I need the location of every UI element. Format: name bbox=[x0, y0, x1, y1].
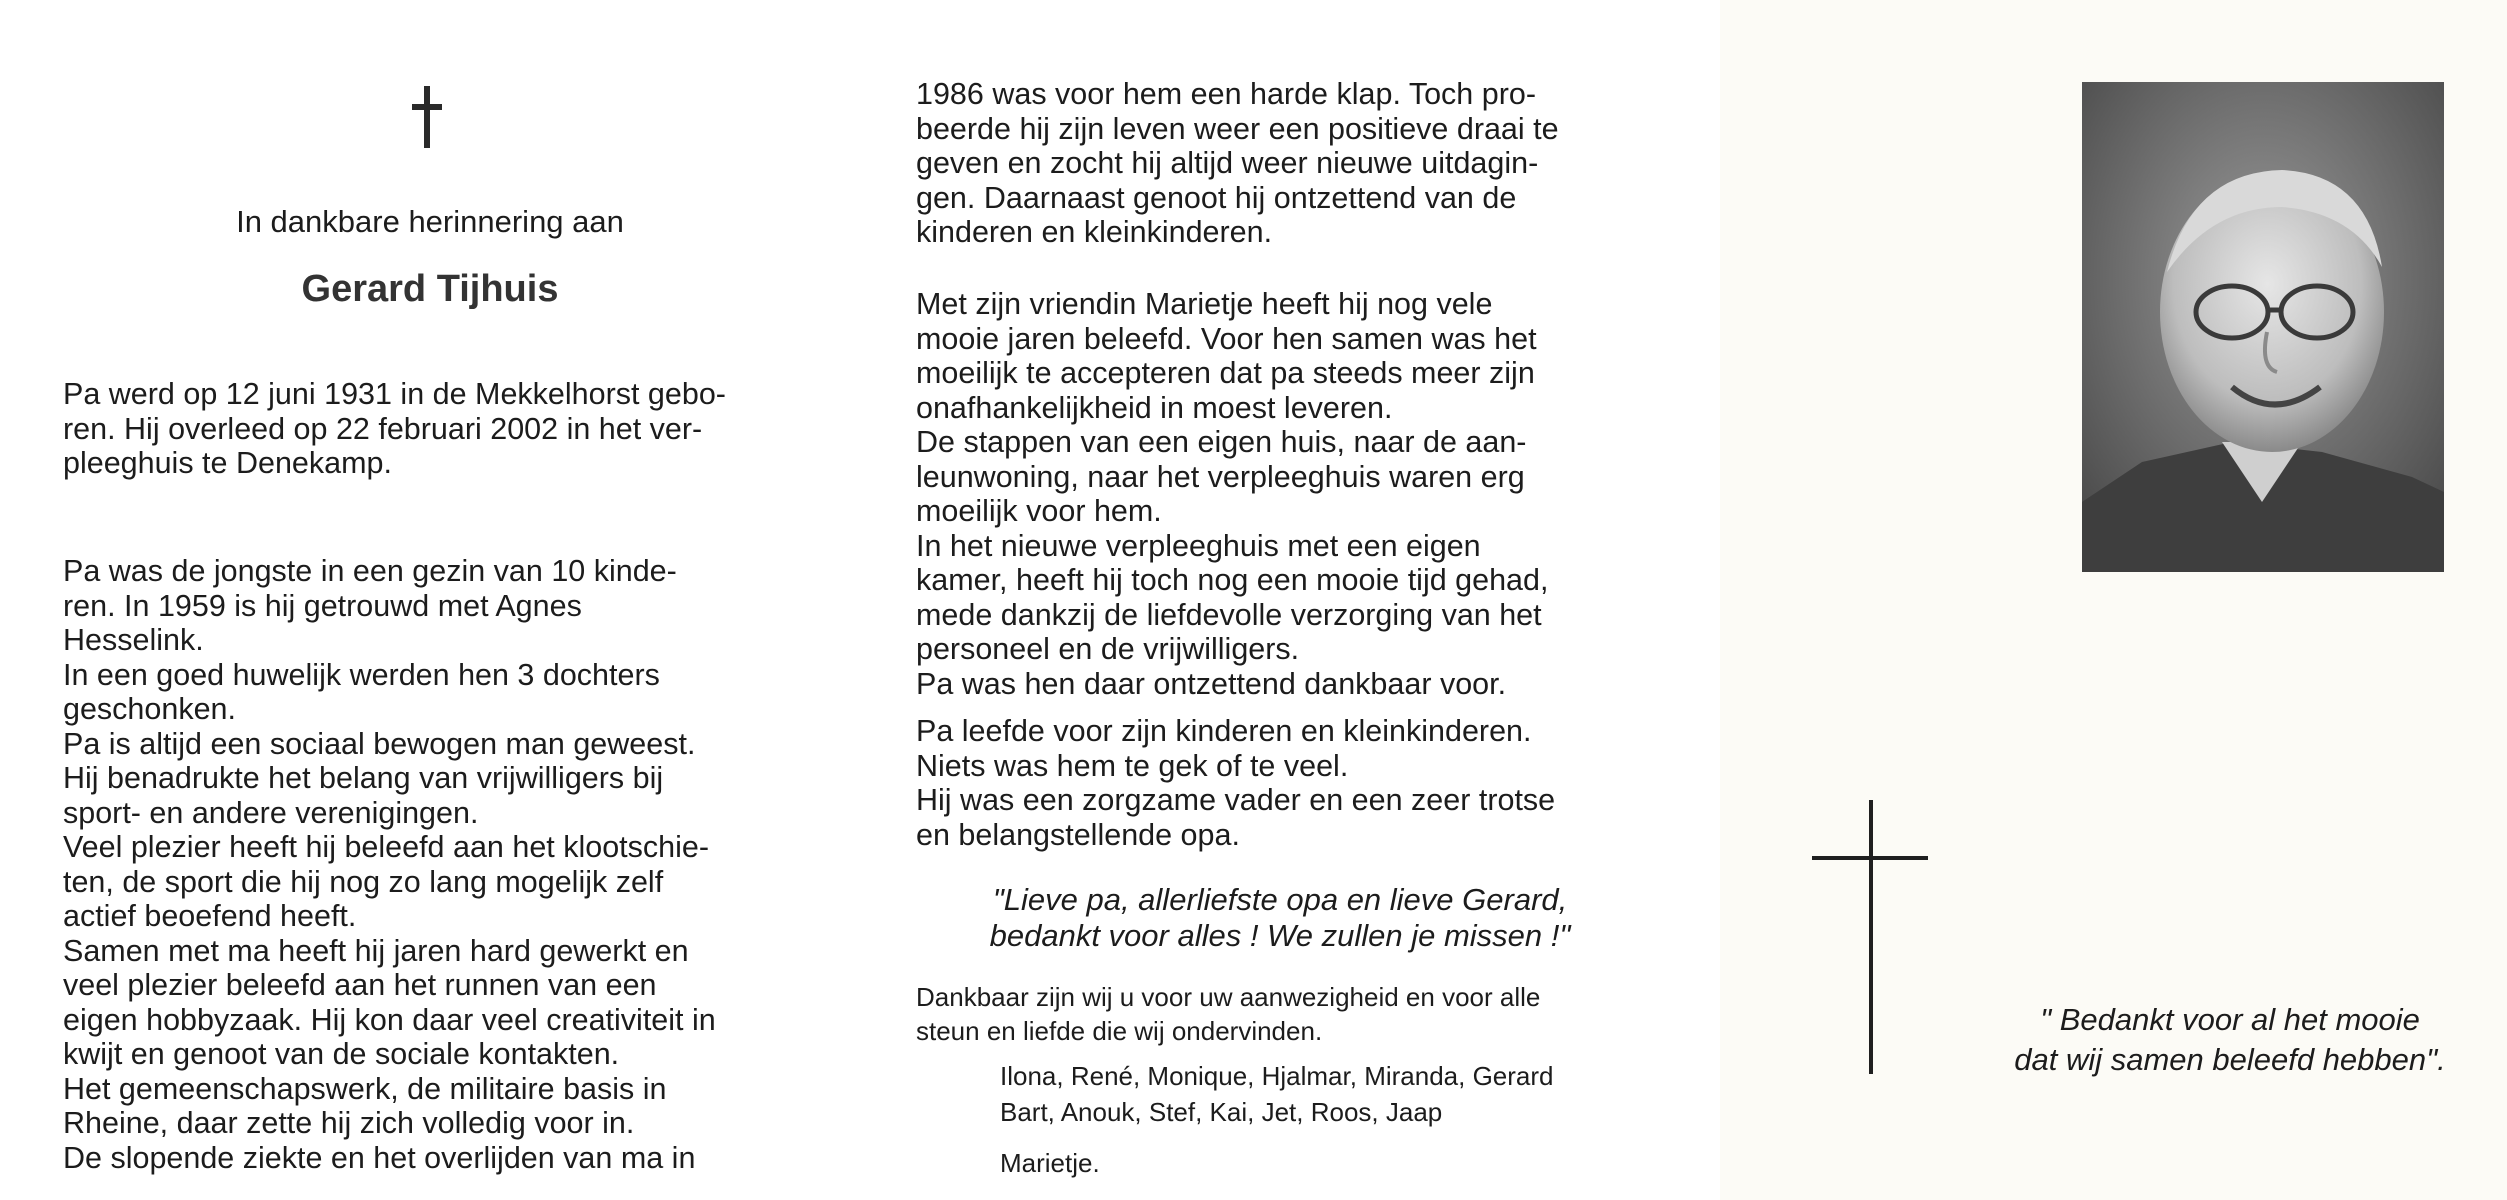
text-line: personeel en de vrijwilligers. bbox=[916, 632, 1300, 666]
text-line: ten, de sport die hij nog zo lang mogelijk zelf bbox=[63, 864, 664, 899]
text-line: Hij benadrukte het belang van vrijwilligers bij bbox=[63, 761, 664, 795]
text-line: Hesselink. bbox=[63, 623, 204, 657]
thanks-line: Dankbaar zijn wij u voor uw aanwezigheid en voor alle bbox=[916, 982, 1541, 1012]
text-line: moeilijk voor hem. bbox=[916, 494, 1162, 528]
text-line: onafhankelijkheid in moest leveren. bbox=[916, 390, 1393, 425]
thanks-line: steun en liefde die wij ondervinden. bbox=[916, 1016, 1323, 1046]
text-line: mooie jaren beleefd. Voor hen samen was het bbox=[916, 321, 1537, 356]
middle-paragraph-2 bbox=[916, 287, 1644, 701]
text-line: Met zijn vriendin Marietje heeft hij nog vele bbox=[916, 287, 1493, 321]
text-line: gen. Daarnaast genoot hij ontzettend van de bbox=[916, 180, 1517, 215]
quote-line: "Lieve pa, allerliefste opa en lieve Gerard, bbox=[992, 882, 1568, 917]
text-line: Pa was de jongste in een gezin van 10 kinde- bbox=[63, 554, 677, 588]
text-line: Veel plezier heeft hij beleefd aan het klootschie- bbox=[63, 830, 710, 864]
closing-quote bbox=[1960, 1000, 2500, 1080]
closing-line: " Bedankt voor al het mooie bbox=[2040, 1002, 2420, 1037]
portrait-image bbox=[2082, 82, 2444, 572]
text-line: In het nieuwe verpleeghuis met een eigen bbox=[916, 528, 1481, 563]
text-line: Niets was hem te gek of te veel. bbox=[916, 748, 1349, 783]
text-line: sport- en andere verenigingen. bbox=[63, 795, 479, 830]
text-line: moeilijk te accepteren dat pa steeds meer zijn bbox=[916, 356, 1535, 390]
middle-paragraph-3 bbox=[916, 714, 1644, 852]
text-line: De slopende ziekte en het overlijden van ma in bbox=[63, 1140, 696, 1175]
text-line: ren. Hij overleed op 22 februari 2002 in het ver- bbox=[63, 411, 703, 446]
signers-line: Bart, Anouk, Stef, Kai, Jet, Roos, Jaap bbox=[1000, 1097, 1443, 1127]
text-line: kinderen en kleinkinderen. bbox=[916, 215, 1273, 249]
signers-list bbox=[1000, 1058, 1660, 1130]
deceased-name: Gerard Tijhuis bbox=[301, 268, 559, 310]
portrait-photo bbox=[2082, 82, 2444, 572]
intro-text: In dankbare herinnering aan bbox=[236, 204, 624, 239]
text-line: Hij was een zorgzame vader en een zeer trotse bbox=[916, 783, 1556, 817]
text-line: mede dankzij de liefdevolle verzorging van het bbox=[916, 597, 1542, 632]
text-line: beerde hij zijn leven weer een positieve draai te bbox=[916, 111, 1559, 146]
middle-panel bbox=[860, 0, 1720, 1200]
text-line: pleeghuis te Denekamp. bbox=[63, 446, 392, 480]
text-line: De stappen van een eigen huis, naar de aan- bbox=[916, 425, 1527, 459]
text-line: Samen met ma heeft hij jaren hard gewerkt en bbox=[63, 933, 689, 968]
right-panel bbox=[1720, 0, 2507, 1200]
text-line: Pa was hen daar ontzettend dankbaar voor. bbox=[916, 666, 1507, 701]
left-panel bbox=[0, 0, 860, 1200]
thanks-note bbox=[916, 980, 1644, 1048]
text-line: kwijt en genoot van de sociale kontakten. bbox=[63, 1037, 620, 1071]
text-line: veel plezier beleefd aan het runnen van een bbox=[63, 968, 657, 1002]
text-line: ren. In 1959 is hij getrouwd met Agnes bbox=[63, 588, 582, 623]
text-line: Pa werd op 12 juni 1931 in de Mekkelhorst gebo- bbox=[63, 377, 726, 411]
text-line: Pa is altijd een sociaal bewogen man geweest. bbox=[63, 726, 696, 761]
text-line: Pa leefde voor zijn kinderen en kleinkinderen. bbox=[916, 714, 1532, 748]
text-line: geschonken. bbox=[63, 692, 236, 726]
large-cross-icon bbox=[1812, 800, 1928, 1074]
text-line: leunwoning, naar het verpleeghuis waren erg bbox=[916, 459, 1525, 494]
text-line: Het gemeenschapswerk, de militaire basis in bbox=[63, 1071, 667, 1106]
text-line: actief beoefend heeft. bbox=[63, 899, 357, 933]
quote-line: bedankt voor alles ! We zullen je missen !" bbox=[989, 918, 1571, 953]
text-line: geven en zocht hij altijd weer nieuwe uitdagin- bbox=[916, 146, 1539, 180]
signers-line: Ilona, René, Monique, Hjalmar, Miranda, Gerard bbox=[1000, 1061, 1554, 1091]
signer-marietje: Marietje. bbox=[1000, 1148, 1100, 1178]
text-line: In een goed huwelijk werden hen 3 dochters bbox=[63, 657, 660, 692]
middle-paragraph-1 bbox=[916, 77, 1644, 250]
text-line: 1986 was voor hem een harde klap. Toch pro- bbox=[916, 77, 1536, 111]
small-cross-icon bbox=[412, 86, 442, 148]
text-line: eigen hobbyzaak. Hij kon daar veel creativiteit in bbox=[63, 1002, 716, 1037]
birth-paragraph bbox=[63, 377, 791, 481]
text-line: kamer, heeft hij toch nog een mooie tijd gehad, bbox=[916, 563, 1549, 597]
family-quote bbox=[916, 882, 1644, 954]
closing-line: dat wij samen beleefd hebben". bbox=[2014, 1042, 2446, 1077]
text-line: en belangstellende opa. bbox=[916, 817, 1240, 852]
life-paragraph bbox=[63, 554, 791, 1175]
text-line: Rheine, daar zette hij zich volledig voor in. bbox=[63, 1106, 635, 1140]
